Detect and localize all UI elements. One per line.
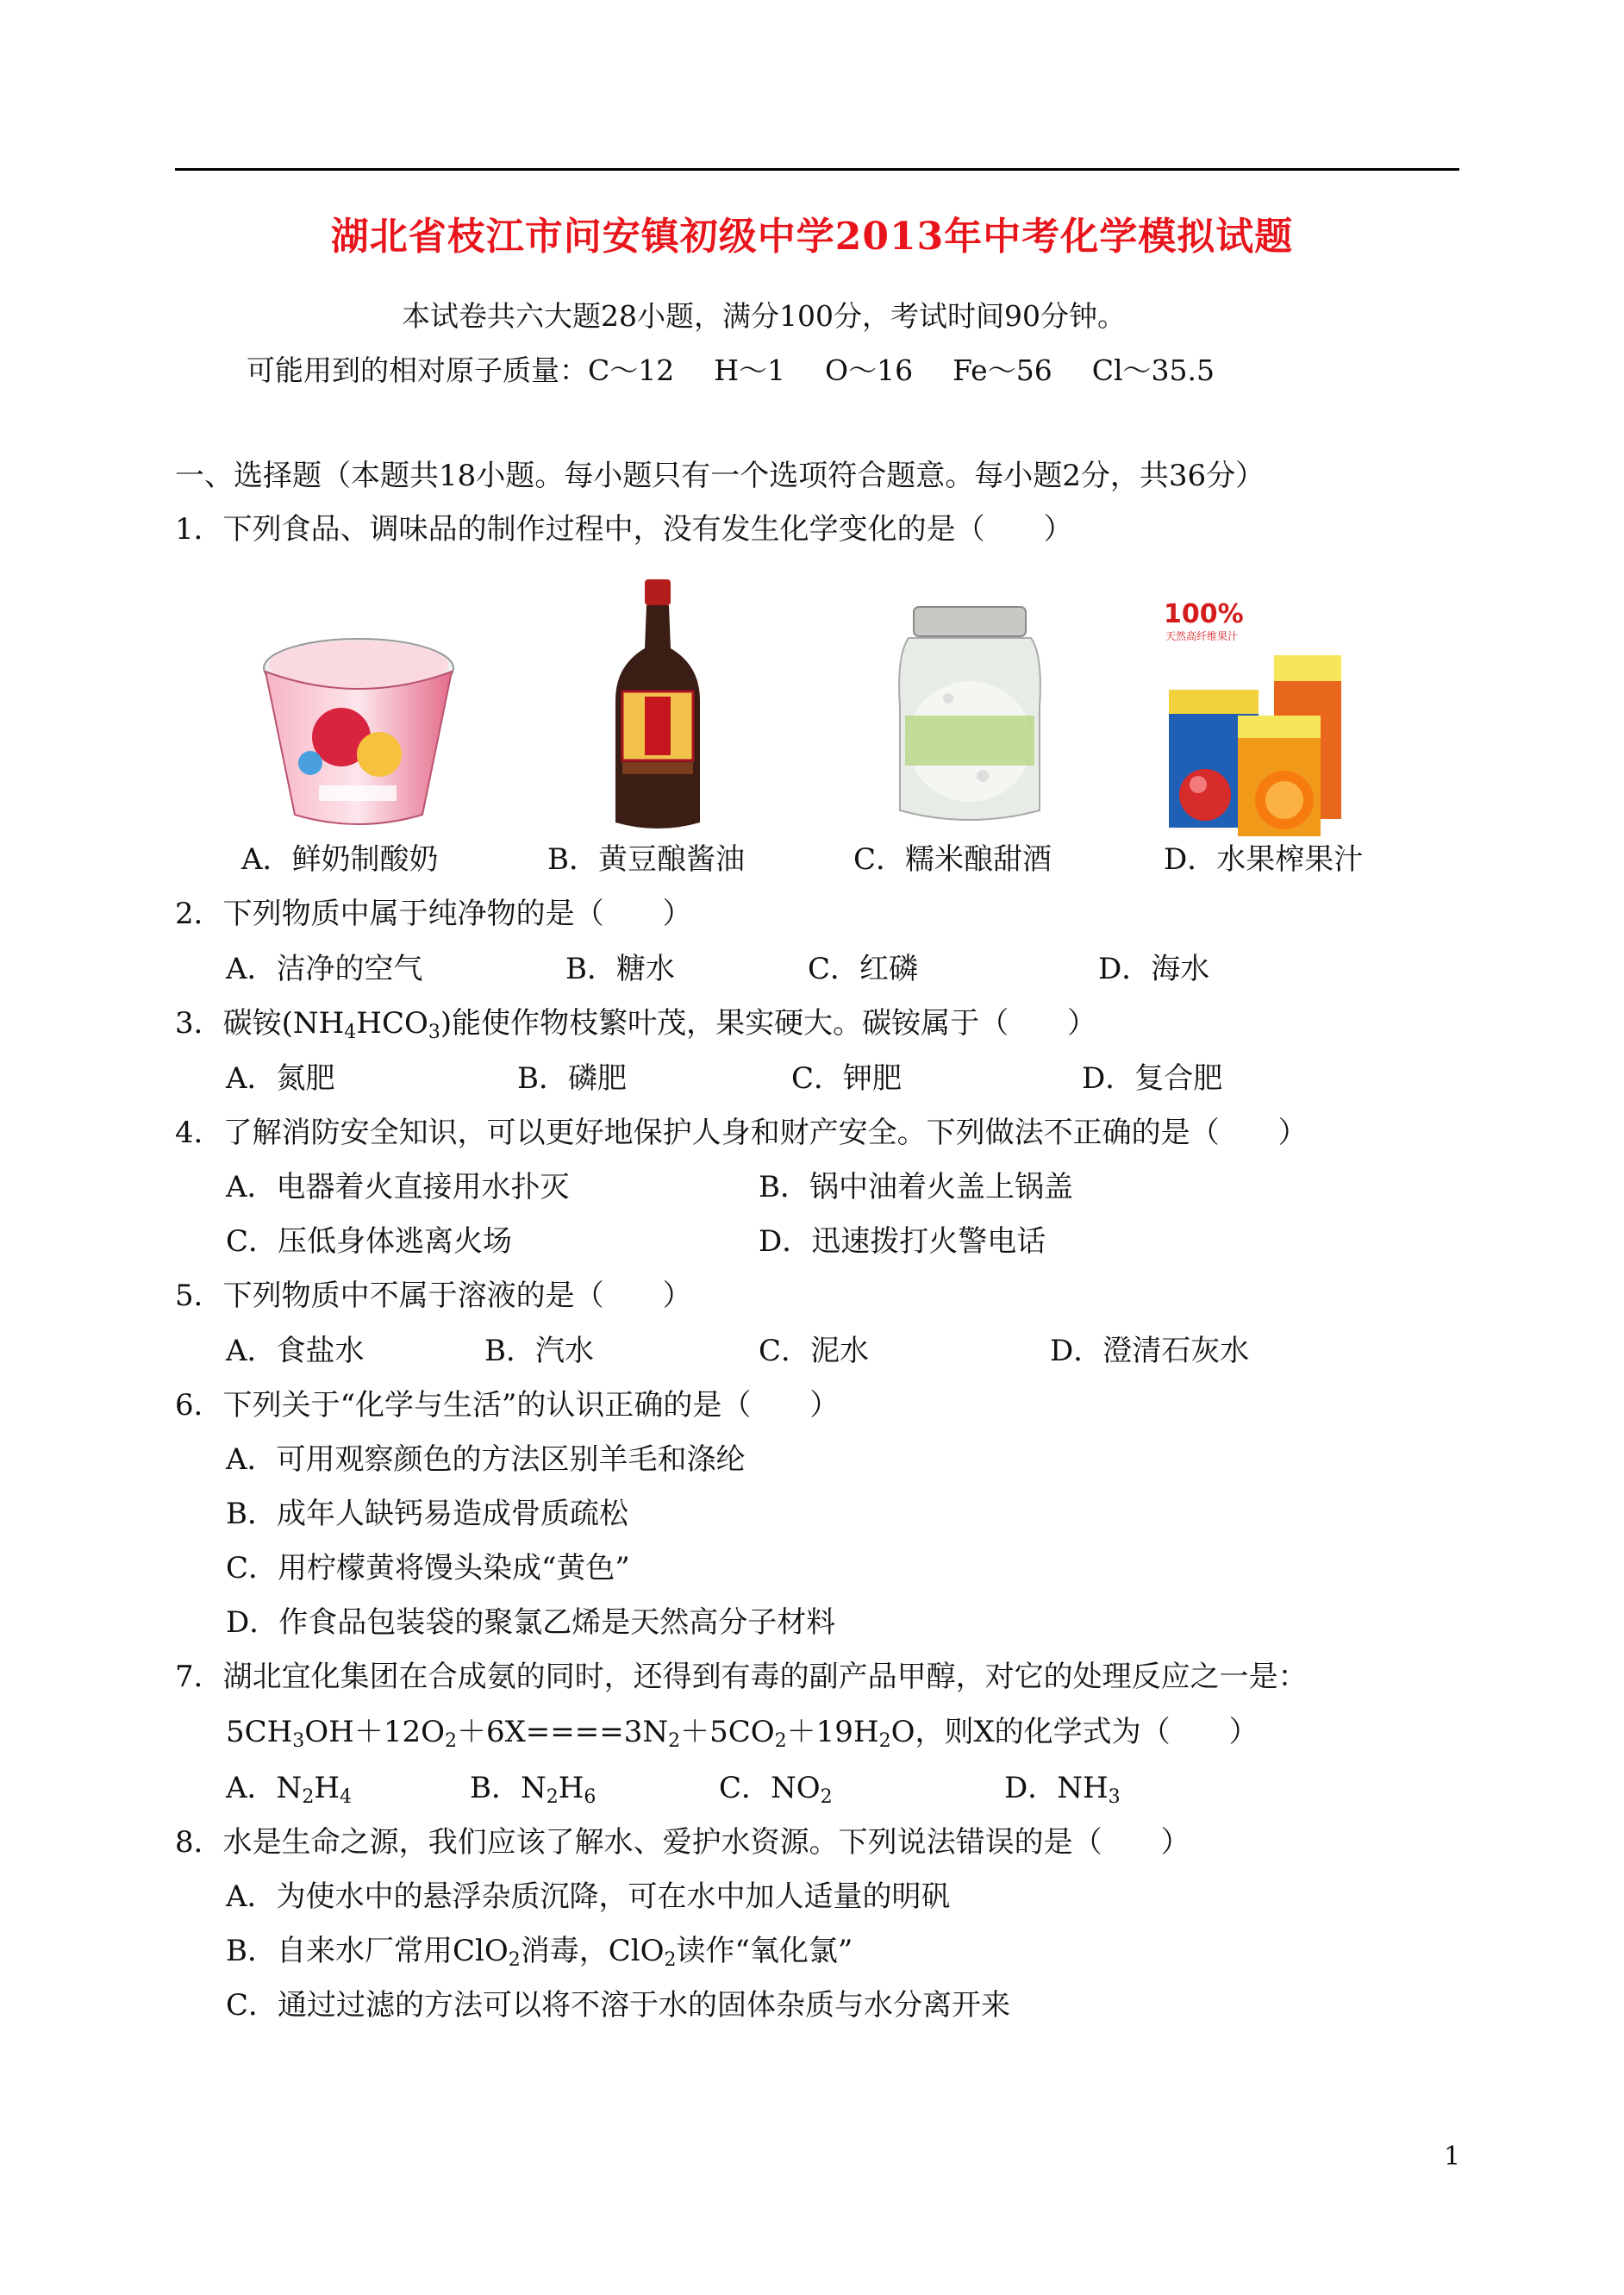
q3-option-d: D．复合肥 [1082, 1061, 1223, 1096]
juice-badge-sub: 天然高纤维果汁 [1165, 630, 1239, 642]
question-7-stem: 7．湖北宜化集团在合成氨的同时，还得到有毒的副产品甲醇，对它的处理反应之一是： [175, 1660, 1308, 1694]
q8-option-c: C．通过过滤的方法可以将不溶于水的固体杂质与水分离开来 [226, 1988, 1011, 2023]
q5-option-c: C．泥水 [759, 1334, 870, 1368]
q5-option-b: B．汽水 [484, 1334, 594, 1368]
question-3-stem: 3．碳铵$(NH_4HCO_3)$能使作物枝繁叶茂，果实硬大。碳铵属于（ ） [175, 1006, 1097, 1043]
q4-option-c: C．压低身体逃离火场 [226, 1224, 513, 1259]
question-7-equation: $5CH_3OH+12O_2+6X====3N_2+5CO_2+19H_2O$，则X的化学式为（ ） [226, 1715, 1259, 1752]
q6-option-b: B．成年人缺钙易造成骨质疏松 [226, 1497, 628, 1531]
question-2-stem: 2．下列物质中属于纯净物的是（ ） [175, 897, 692, 931]
section-heading: 一、选择题（本题共18小题。每小题只有一个选项符合题意。每小题2分，共36分） [175, 459, 1265, 493]
q7-option-c: C．$NO_2$ [719, 1771, 833, 1808]
q7-option-b: B．$N_2H_6$ [470, 1771, 597, 1808]
q6-option-a: A．可用观察颜色的方法区别羊毛和涤纶 [226, 1442, 746, 1477]
q2-option-d: D．海水 [1098, 952, 1210, 986]
q2-option-a: A．洁净的空气 [226, 952, 423, 986]
rice-wine-jar-image [896, 603, 1043, 828]
exam-info: 本试卷共六大题28小题，满分100分，考试时间90分钟。 [402, 299, 1126, 333]
q2-option-b: B．糖水 [565, 952, 675, 986]
q3-option-b: B．磷肥 [517, 1061, 627, 1096]
q4-option-a: A．电器着火直接用水扑灭 [226, 1170, 570, 1204]
q8-option-b: B．自来水厂常用ClO$_2$消毒，ClO$_2$读作“氧化氯” [226, 1934, 853, 1971]
atomic-masses: 可能用到的相对原子质量：C～12 H～1 O～16 Fe～56 Cl～35.5 [247, 353, 1215, 387]
q1-option-c: C．糯米酿甜酒 [853, 842, 1052, 877]
yogurt-cup-image [259, 634, 459, 834]
q5-option-a: A．食盐水 [226, 1334, 365, 1368]
exam-title: 湖北省枝江市问安镇初级中学2013年中考化学模拟试题 [330, 215, 1294, 259]
q4-option-d: D．迅速拨打火警电话 [759, 1224, 1046, 1259]
juice-badge: 100% [1164, 599, 1244, 629]
header-rule [175, 168, 1459, 171]
fruit-juice-boxes-image [1164, 595, 1362, 836]
question-1-stem: 1．下列食品、调味品的制作过程中，没有发生化学变化的是（ ） [175, 512, 1073, 547]
question-5-stem: 5．下列物质中不属于溶液的是（ ） [175, 1279, 692, 1313]
q6-option-d: D．作食品包装袋的聚氯乙烯是天然高分子材料 [226, 1605, 836, 1640]
q5-option-d: D．澄清石灰水 [1050, 1334, 1250, 1368]
question-4-stem: 4．了解消防安全知识，可以更好地保护人身和财产安全。下列做法不正确的是（ ） [175, 1116, 1308, 1150]
q6-option-c: C．用柠檬黄将馒头染成“黄色” [226, 1551, 630, 1585]
q7-option-d: D．$NH_3$ [1004, 1771, 1121, 1808]
question-6-stem: 6．下列关于“化学与生活”的认识正确的是（ ） [175, 1388, 840, 1423]
question-8-stem: 8．水是生命之源，我们应该了解水、爱护水资源。下列说法错误的是（ ） [175, 1825, 1190, 1860]
soy-sauce-bottle-image [610, 579, 705, 831]
q1-option-a: A．鲜奶制酸奶 [241, 842, 439, 877]
q7-option-a: A．$N_2H_4$ [226, 1771, 352, 1808]
q2-option-c: C．红磷 [808, 952, 919, 986]
q8-option-a: A．为使水中的悬浮杂质沉降，可在水中加人适量的明矾 [226, 1879, 951, 1914]
q1-option-d: D．水果榨果汁 [1164, 842, 1364, 877]
page-number: 1 [1444, 2142, 1461, 2172]
atomic-masses-label: 可能用到的相对原子质量： [247, 353, 588, 387]
q3-option-a: A．氮肥 [226, 1061, 335, 1096]
q4-option-b: B．锅中油着火盖上锅盖 [759, 1170, 1073, 1204]
q1-option-b: B．黄豆酿酱油 [547, 842, 745, 877]
q3-option-c: C．钾肥 [791, 1061, 903, 1096]
